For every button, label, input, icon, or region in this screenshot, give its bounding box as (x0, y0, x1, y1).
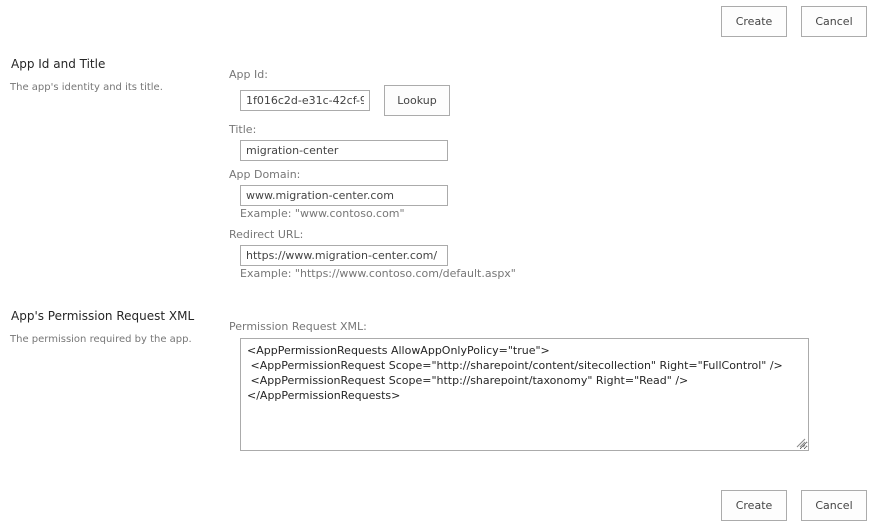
permission-xml-textarea[interactable] (240, 338, 809, 451)
section-title-permission-xml: App's Permission Request XML (11, 309, 195, 323)
create-button-top[interactable]: Create (721, 6, 787, 37)
cancel-button-bottom[interactable]: Cancel (801, 490, 867, 521)
create-button-bottom[interactable]: Create (721, 490, 787, 521)
app-id-label: App Id: (229, 68, 268, 81)
redirect-url-example: Example: "https://www.contoso.com/default.aspx" (240, 267, 516, 280)
app-id-input[interactable] (240, 90, 370, 111)
title-label: Title: (229, 123, 257, 136)
app-domain-input[interactable] (240, 185, 448, 206)
redirect-url-input[interactable] (240, 245, 448, 266)
cancel-button-top[interactable]: Cancel (801, 6, 867, 37)
section-description-app-id: The app's identity and its title. (10, 82, 163, 93)
app-domain-example: Example: "www.contoso.com" (240, 207, 405, 220)
redirect-url-label: Redirect URL: (229, 228, 304, 241)
permission-xml-label: Permission Request XML: (229, 320, 367, 333)
section-title-app-id: App Id and Title (11, 57, 106, 71)
lookup-button[interactable]: Lookup (384, 85, 450, 116)
app-domain-label: App Domain: (229, 168, 301, 181)
title-input[interactable] (240, 140, 448, 161)
section-description-permission-xml: The permission required by the app. (10, 334, 192, 345)
